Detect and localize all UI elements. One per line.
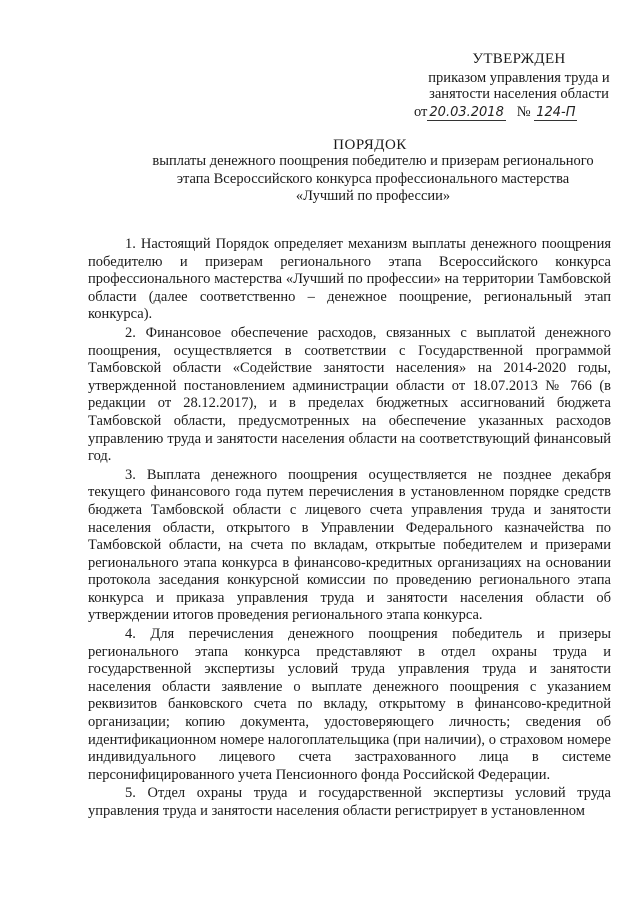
- paragraph-4: 4. Для перечисления денежного поощрения победитель и призеры регионального этапа конкурса представляют в отдел охраны труда и государственной экспертизы условий труда управления труда и занятости населения области заявление о выплате денежного поощрения с указанием реквизитов банковского счета по вкладу, открытому в финансово-кредитной организации; копию документа, удостоверяющего личность; сведения об идентификационном номере налогоплательщика (при наличии), о страховом номере индивидуального лицевого счета застрахованного лица в системе персонифицированного учета Пенсионного фонда Российской Федерации.: [88, 626, 611, 783]
- approval-line-2: занятости населения области: [429, 86, 609, 102]
- paragraph-5: 5. Отдел охраны труда и государственной экспертизы условий труда управления труда и занятости населения области регистрирует в установленном: [88, 785, 611, 819]
- document-title: ПОРЯДОК: [333, 137, 407, 153]
- subtitle-line-1: выплаты денежного поощрения победителю и призерам регионального: [152, 153, 594, 169]
- handwritten-date: 20.03.2018: [429, 105, 504, 120]
- handwritten-number: 124-П: [536, 105, 576, 120]
- paragraph-1: 1. Настоящий Порядок определяет механизм выплаты денежного поощрения победителю и призерам регионального этапа Всероссийского конкурса профессионального мастерства «Лучший по профессии» на территории Тамбовской области (далее соответственно – денежное поощрение, региональный этап конкурса).: [88, 236, 611, 323]
- paragraph-3: 3. Выплата денежного поощрения осуществляется не позднее декабря текущего финансового года путем перечисления в установленном порядке средств бюджета Тамбовской области с лицевого счета управления труда и занятости населения области, открытого в Управлении Федерального казначейства по Тамбовской области, на счета по вкладам, открытые победителем и призерами регионального этапа конкурса в финансово-кредитных организациях на основании протокола заседания конкурсной комиссии по проведению регионального этапа конкурса и приказа управления труда и занятости населения области об утверждении итогов проведения регионального этапа конкурса.: [88, 466, 611, 624]
- document-subtitle: [118, 153, 628, 206]
- subtitle-line-2: этапа Всероссийского конкурса профессионального мастерства: [176, 170, 570, 187]
- approval-stamp: [414, 51, 624, 121]
- paragraph-2: 2. Финансовое обеспечение расходов, связанных с выплатой денежного поощрения, осуществляется в соответствии с Государственной программой Тамбовской области «Содействие занятости населения» на 2014-2020 годы, утвержденной постановлением администрации области от 18.07.2013 № 766 (в редакции от 28.12.2017), и в пределах бюджетных ассигнований бюджета Тамбовской области, предусмотренных на обеспечение указанных расходов управлению труда и занятости населения области на соответствующий финансовый год.: [88, 324, 611, 465]
- document-body: [88, 236, 611, 821]
- approval-date-line: [414, 104, 624, 121]
- approval-line-1: приказом управления труда и: [428, 70, 610, 86]
- date-prefix: от: [414, 104, 428, 120]
- approval-title: УТВЕРЖДЕН: [472, 51, 566, 67]
- number-prefix: №: [516, 104, 531, 120]
- subtitle-line-3: «Лучший по профессии»: [295, 188, 451, 204]
